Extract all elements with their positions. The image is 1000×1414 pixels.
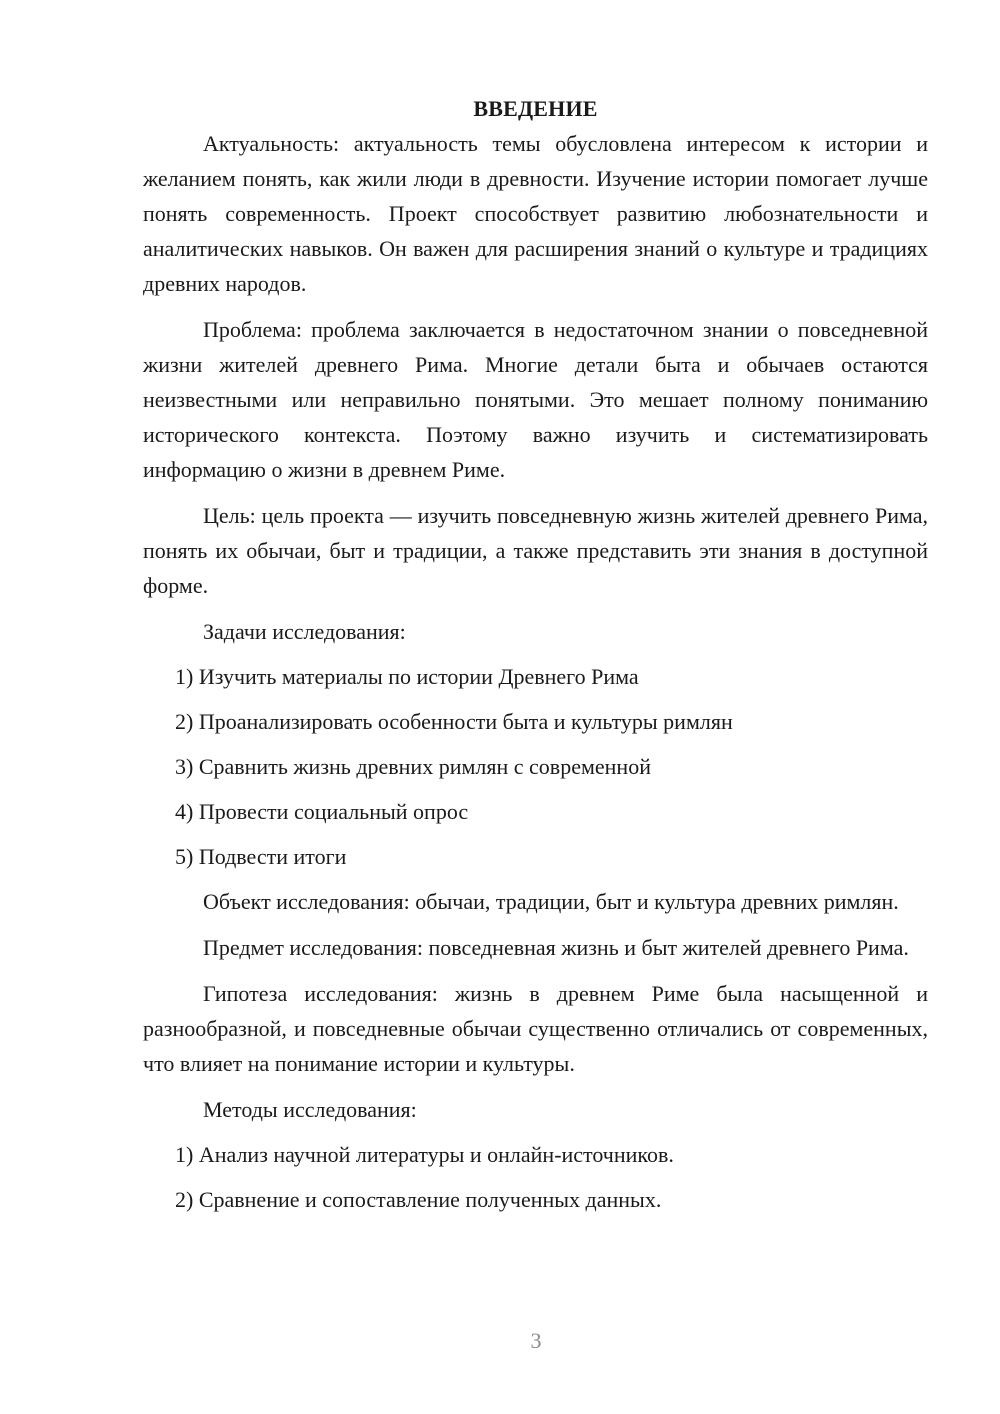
- tasks-list: [143, 659, 928, 874]
- methods-label: Методы исследования:: [203, 1097, 417, 1122]
- list-item: 5) Подвести итоги: [175, 844, 347, 869]
- list-item: 2) Сравнение и сопоставление полученных данных.: [175, 1187, 662, 1212]
- page-number: 3: [530, 1328, 542, 1353]
- tasks-label: Задачи исследования:: [203, 619, 406, 644]
- object-paragraph: Объект исследования: обычаи, традиции, быт и культура древних римлян.: [203, 889, 899, 914]
- list-item: 4) Провести социальный опрос: [175, 799, 469, 824]
- subject-paragraph: Предмет исследования: повседневная жизнь и быт жителей древнего Рима.: [203, 935, 909, 960]
- problem-paragraph: Проблема: проблема заключается в недостаточном знании о повседневной жизни жителей древнего Рима. Многие детали быта и обычаев остаются неизвестными или неправильно понятыми. Это мешает полному пониманию исторического контекста. Поэтому важно изучить и систематизировать информацию о жизни в древнем Риме.: [143, 317, 928, 482]
- goal-paragraph: Цель: цель проекта — изучить повседневную жизнь жителей древнего Рима, понять их обычаи, быт и традиции, а также представить эти знания в доступной форме.: [143, 503, 928, 598]
- list-item: 3) Сравнить жизнь древних римлян с современной: [175, 754, 651, 779]
- section-title: ВВЕДЕНИЕ: [473, 96, 598, 121]
- hypothesis-paragraph: Гипотеза исследования: жизнь в древнем Риме была насыщенной и разнообразной, и повседневные обычаи существенно отличались от современных, что влияет на понимание истории и культуры.: [143, 981, 928, 1076]
- relevance-paragraph: Актуальность: актуальность темы обусловлена интересом к истории и желанием понять, как жили люди в древности. Изучение истории помогает лучше понять современность. Проект способствует развитию любознательности и аналитических навыков. Он важен для расширения знаний о культуре и традициях древних народов.: [143, 131, 928, 296]
- list-item: 2) Проанализировать особенности быта и культуры римлян: [175, 709, 733, 734]
- document-page: [143, 92, 928, 1227]
- list-item: 1) Изучить материалы по истории Древнего Рима: [175, 664, 639, 689]
- list-item: 1) Анализ научной литературы и онлайн-источников.: [175, 1142, 674, 1167]
- methods-list: [143, 1137, 928, 1217]
